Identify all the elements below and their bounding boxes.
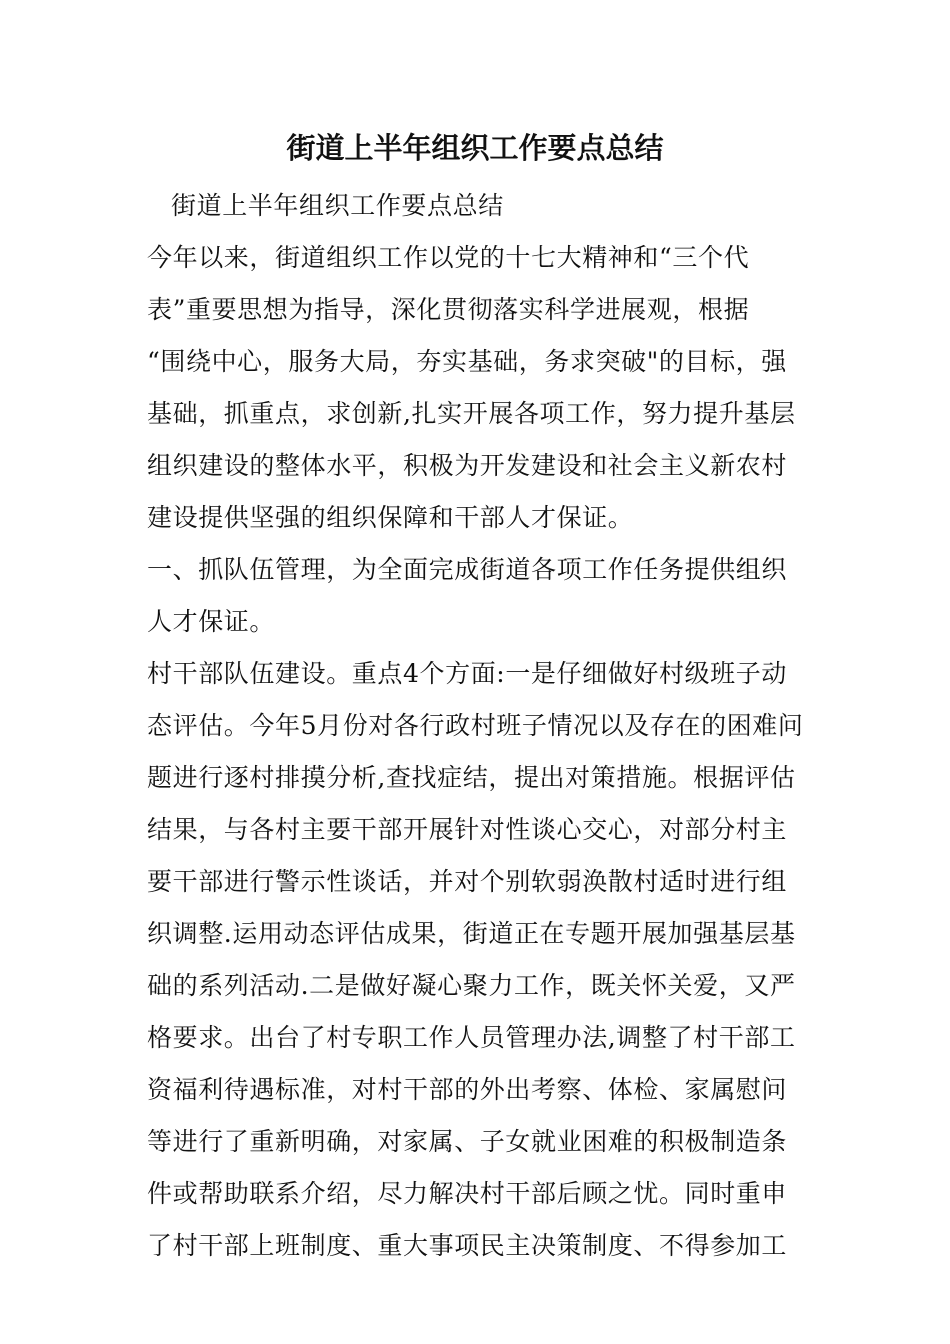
body-line: 今年以来，街道组织工作以党的十七大精神和“三个代 [147, 243, 750, 272]
document-title: 街道上半年组织工作要点总结 [286, 131, 664, 165]
body-line: 础的系列活动.二是做好凝心聚力工作，既关怀关爱，又严 [147, 971, 796, 1000]
body-line: 要干部进行警示性谈话，并对个别软弱涣散村适时进行组 [147, 867, 788, 896]
body-line: 件或帮助联系介绍，尽力解决村干部后顾之忧。同时重申 [147, 1179, 788, 1208]
section-heading-line: 一、抓队伍管理，为全面完成街道各项工作任务提供组织 [147, 555, 788, 584]
body-line: 结果，与各村主要干部开展针对性谈心交心，对部分村主 [147, 815, 788, 844]
body-line: 组织建设的整体水平，积极为开发建设和社会主义新农村 [147, 451, 788, 480]
body-line: 等进行了重新明确，对家属、子女就业困难的积极制造条 [147, 1127, 788, 1156]
subtitle-line: 街道上半年组织工作要点总结 [171, 191, 504, 220]
body-line: 村干部队伍建设。重点4个方面:一是仔细做好村级班子动 [147, 659, 787, 688]
body-line: 织调整.运用动态评估成果，街道正在专题开展加强基层基 [147, 919, 796, 948]
body-line: 格要求。出台了村专职工作人员管理办法,调整了村干部工 [147, 1023, 796, 1052]
body-line: “围绕中心，服务大局，夯实基础，务求突破"的目标，强 [147, 347, 787, 376]
body-line: 题进行逐村排摸分析,查找症结，提出对策措施。根据评估 [147, 763, 796, 792]
body-line: 基础，抓重点，求创新,扎实开展各项工作，努力提升基层 [147, 399, 796, 428]
body-line: 了村干部上班制度、重大事项民主决策制度、不得参加工 [147, 1231, 788, 1260]
section-heading-line: 人才保证。 [147, 607, 276, 636]
document-body [147, 180, 827, 1272]
body-line: 资福利待遇标准，对村干部的外出考察、体检、家属慰问 [147, 1075, 788, 1104]
body-line: 表”重要思想为指导，深化贯彻落实科学进展观，根据 [147, 295, 750, 324]
body-line: 态评估。今年5月份对各行政村班子情况以及存在的困难问 [147, 711, 804, 740]
body-line: 建设提供坚强的组织保障和干部人才保证。 [147, 503, 634, 532]
